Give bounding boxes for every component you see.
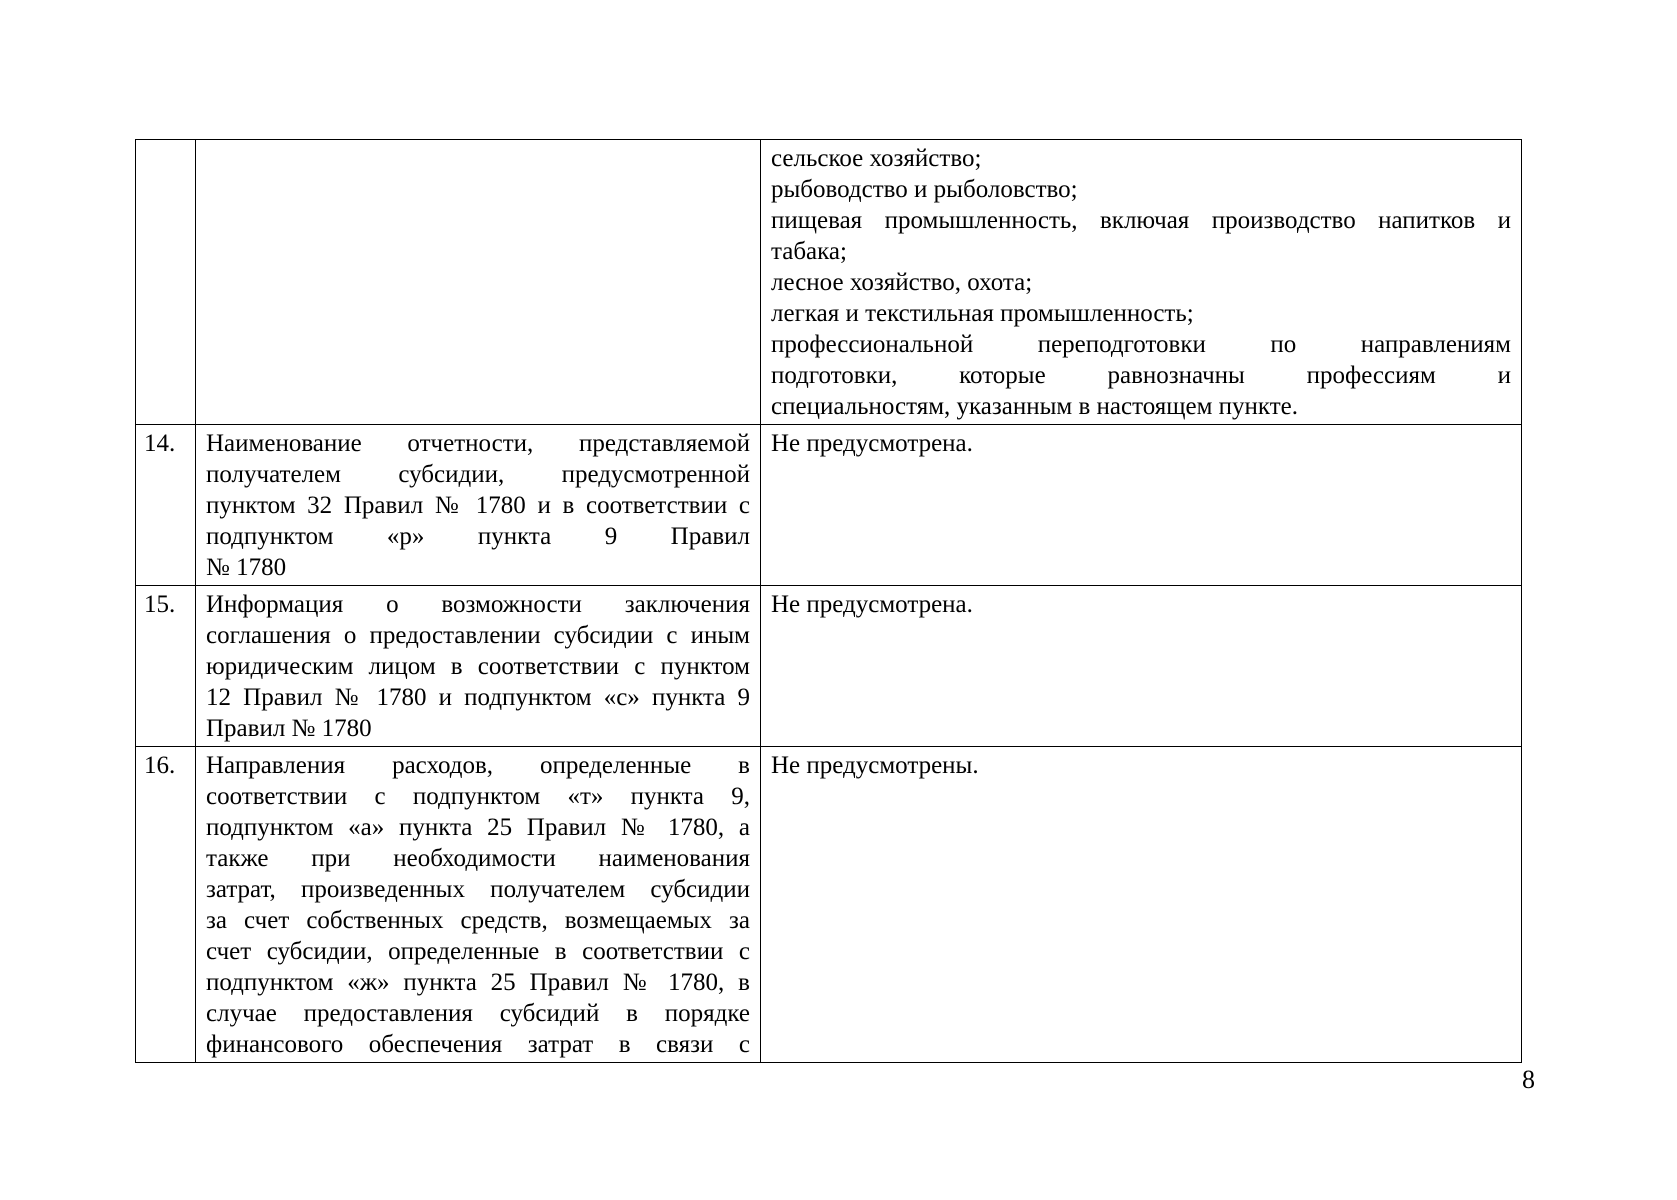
name-line: затрат, произведенных получателем субсидии <box>206 876 750 903</box>
name-cell <box>196 140 761 425</box>
name-line: Направления расходов, определенные в <box>206 752 750 779</box>
document-table <box>135 139 1522 1063</box>
value-line: табака; <box>771 238 847 265</box>
value-line: сельское хозяйство; <box>771 145 982 172</box>
name-line: подпунктом «ж» пункта 25 Правил № 1780, в <box>206 969 750 996</box>
name-cell <box>196 425 761 586</box>
value-line: специальностям, указанным в настоящем пункте. <box>771 393 1299 420</box>
value-cell: Не предусмотрена. <box>761 425 1522 586</box>
value-line: лесное хозяйство, охота; <box>771 269 1033 296</box>
name-line: соответствии с подпунктом «т» пункта 9, <box>206 783 750 810</box>
name-line: Наименование отчетности, представляемой <box>206 430 750 457</box>
name-line: подпунктом «р» пункта 9 Правил <box>206 523 750 550</box>
value-line: пищевая промышленность, включая производство напитков и <box>771 207 1511 234</box>
table-row <box>136 747 1522 1063</box>
page-number: 8 <box>1522 1065 1535 1094</box>
value-line: легкая и текстильная промышленность; <box>771 300 1194 327</box>
name-cell <box>196 747 761 1063</box>
name-line: Правил № 1780 <box>206 715 372 742</box>
row-number: 16. <box>136 747 196 1063</box>
table-row-continuation <box>136 140 1522 425</box>
value-line: подготовки, которые равнозначны профессиям и <box>771 362 1511 389</box>
value-cell <box>761 140 1522 425</box>
value-cell: Не предусмотрена. <box>761 586 1522 747</box>
name-line: за счет собственных средств, возмещаемых за <box>206 907 750 934</box>
value-cell: Не предусмотрены. <box>761 747 1522 1063</box>
name-line: также при необходимости наименования <box>206 845 750 872</box>
table-row <box>136 425 1522 586</box>
name-line: № 1780 <box>206 554 287 581</box>
name-line: пунктом 32 Правил № 1780 и в соответствии с <box>206 492 750 519</box>
name-line: Информация о возможности заключения <box>206 591 750 618</box>
value-line: профессиональной переподготовки по направлениям <box>771 331 1511 358</box>
name-line: счет субсидии, определенные в соответствии с <box>206 938 750 965</box>
name-cell <box>196 586 761 747</box>
row-number: 14. <box>136 425 196 586</box>
value-line: рыбоводство и рыболовство; <box>771 176 1078 203</box>
name-line: финансового обеспечения затрат в связи с <box>206 1031 750 1058</box>
name-line: получателем субсидии, предусмотренной <box>206 461 750 488</box>
table-row <box>136 586 1522 747</box>
name-line: 12 Правил № 1780 и подпунктом «с» пункта 9 <box>206 684 750 711</box>
name-line: соглашения о предоставлении субсидии с иным <box>206 622 750 649</box>
name-line: подпунктом «а» пункта 25 Правил № 1780, а <box>206 814 750 841</box>
row-number: 15. <box>136 586 196 747</box>
name-line: юридическим лицом в соответствии с пунктом <box>206 653 750 680</box>
number-cell <box>136 140 196 425</box>
name-line: случае предоставления субсидий в порядке <box>206 1000 750 1027</box>
